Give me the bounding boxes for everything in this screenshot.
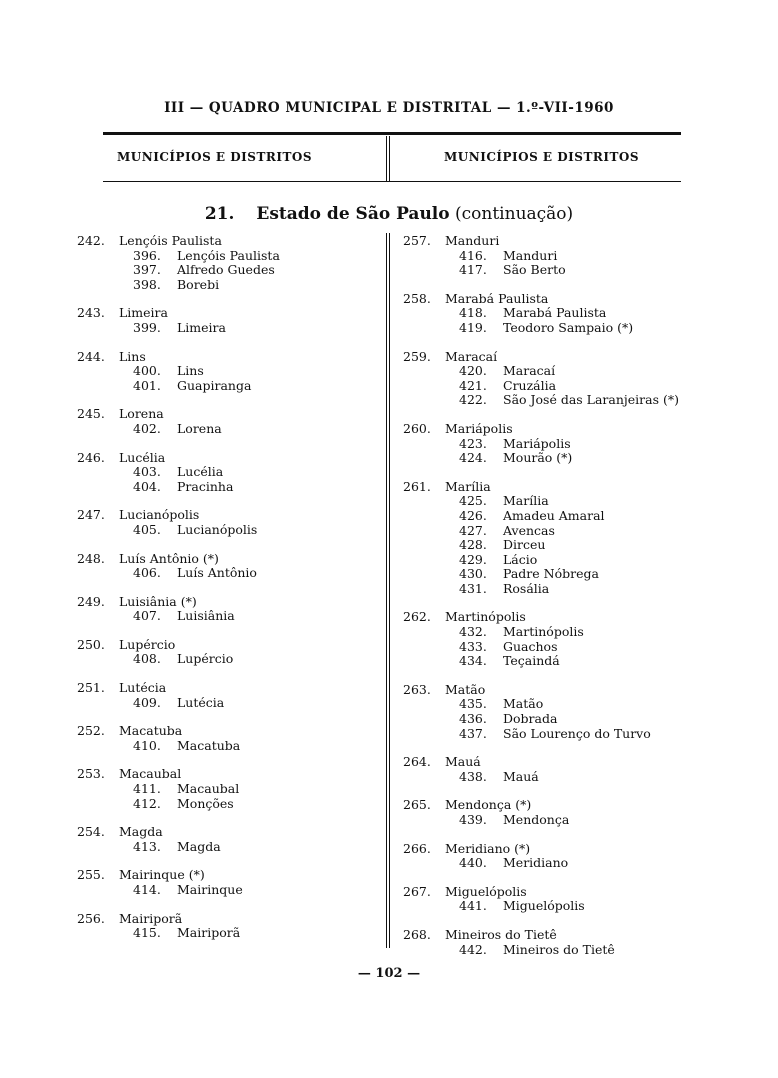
district-name: Limeira bbox=[177, 319, 226, 335]
district-name: Luís Antônio bbox=[177, 565, 257, 581]
district-line bbox=[77, 652, 377, 667]
district-number: 437. bbox=[459, 725, 487, 741]
municipality-entry bbox=[403, 683, 733, 741]
district-number: 422. bbox=[459, 392, 487, 408]
district-line bbox=[77, 321, 377, 336]
district-name: Avencas bbox=[503, 522, 555, 538]
municipality-entry bbox=[77, 638, 377, 667]
district-number: 421. bbox=[459, 377, 487, 393]
municipality-entry bbox=[403, 755, 733, 784]
municipality-entry bbox=[77, 868, 377, 897]
municipality-line bbox=[403, 610, 733, 625]
district-name: Macaubal bbox=[177, 781, 240, 797]
district-name: Mariápolis bbox=[503, 435, 571, 451]
district-name: Macatuba bbox=[177, 737, 241, 753]
municipality-name: Lençóis Paulista bbox=[119, 233, 222, 248]
municipality-line bbox=[77, 868, 377, 883]
municipality-line bbox=[77, 767, 377, 782]
district-number: 439. bbox=[459, 812, 487, 827]
district-name: Miguelópolis bbox=[503, 898, 585, 914]
district-line bbox=[77, 523, 377, 538]
section-number: 21. bbox=[204, 204, 235, 224]
district-line bbox=[403, 899, 733, 914]
district-number: 412. bbox=[133, 795, 161, 811]
district-name: Cruzália bbox=[503, 377, 557, 393]
page-header: III — QUADRO MUNICIPAL E DISTRITAL — 1.º-VII-1960 bbox=[164, 100, 614, 116]
municipality-line bbox=[77, 912, 377, 927]
district-name: Mourão (*) bbox=[503, 450, 573, 466]
municipality-name: Mauá bbox=[445, 754, 481, 770]
municipality-name: Luisiânia (*) bbox=[119, 593, 197, 609]
district-name: Pracinha bbox=[177, 478, 234, 494]
district-number: 398. bbox=[133, 276, 161, 292]
district-name: Marília bbox=[503, 493, 549, 509]
municipality-name: Matão bbox=[445, 681, 486, 697]
municipality-name: Mariápolis bbox=[445, 420, 513, 436]
district-number: 425. bbox=[459, 493, 487, 509]
district-line bbox=[403, 654, 733, 669]
municipality-entry bbox=[403, 842, 733, 871]
district-name: Teodoro Sampaio (*) bbox=[503, 319, 634, 335]
municipality-number: 255. bbox=[77, 867, 105, 883]
municipality-line bbox=[77, 681, 377, 696]
district-number: 405. bbox=[133, 521, 161, 537]
district-name: Lucélia bbox=[177, 464, 224, 480]
district-number: 418. bbox=[459, 305, 487, 321]
district-number: 420. bbox=[459, 363, 487, 379]
district-name: Mineiros do Tietê bbox=[503, 941, 615, 957]
district-line bbox=[403, 582, 733, 597]
district-line bbox=[77, 797, 377, 812]
district-name: Matão bbox=[503, 696, 544, 712]
district-number: 396. bbox=[133, 247, 161, 263]
section-name: Estado de São Paulo bbox=[256, 204, 450, 224]
district-name: Lucianópolis bbox=[177, 521, 258, 537]
district-line bbox=[77, 739, 377, 754]
district-line bbox=[77, 263, 377, 278]
municipality-line bbox=[403, 422, 733, 437]
municipality-name: Meridiano (*) bbox=[445, 840, 531, 856]
district-line bbox=[403, 640, 733, 655]
municipalities-left-column bbox=[77, 234, 377, 955]
section-title bbox=[0, 204, 778, 224]
column-divider-header bbox=[386, 136, 390, 182]
district-number: 424. bbox=[459, 450, 487, 466]
municipality-line bbox=[403, 842, 733, 857]
district-name: Borebi bbox=[177, 276, 220, 292]
district-number: 407. bbox=[133, 608, 161, 624]
municipality-entry bbox=[403, 350, 733, 408]
municipality-name: Lucianópolis bbox=[119, 507, 200, 523]
municipality-name: Marília bbox=[445, 478, 491, 494]
municipality-number: 246. bbox=[77, 449, 105, 465]
district-number: 442. bbox=[459, 941, 487, 957]
district-line bbox=[77, 379, 377, 394]
municipality-line bbox=[403, 798, 733, 813]
municipality-number: 264. bbox=[403, 754, 431, 770]
municipalities-right-column bbox=[403, 234, 733, 971]
municipality-number: 263. bbox=[403, 681, 431, 697]
district-name: Lençóis Paulista bbox=[177, 247, 280, 263]
district-line bbox=[77, 696, 377, 711]
municipality-number: 266. bbox=[403, 840, 431, 856]
district-number: 417. bbox=[459, 262, 487, 278]
municipality-name: Mairinque (*) bbox=[119, 867, 205, 883]
municipality-line bbox=[77, 724, 377, 739]
district-name: Teçaindá bbox=[503, 653, 560, 669]
municipality-number: 252. bbox=[77, 723, 105, 739]
district-name: São Lourenço do Turvo bbox=[503, 725, 651, 741]
district-number: 397. bbox=[133, 262, 161, 278]
district-name: Martinópolis bbox=[503, 624, 584, 640]
header-rule bbox=[103, 132, 681, 135]
municipality-line bbox=[77, 595, 377, 610]
district-name: Rosália bbox=[503, 580, 550, 596]
column-heading-right: MUNICÍPIOS E DISTRITOS bbox=[444, 150, 640, 164]
district-name: Marabá Paulista bbox=[503, 305, 607, 321]
district-number: 440. bbox=[459, 855, 487, 871]
municipality-name: Lorena bbox=[119, 406, 164, 422]
district-number: 431. bbox=[459, 580, 487, 596]
district-number: 400. bbox=[133, 363, 161, 379]
district-number: 419. bbox=[459, 319, 487, 335]
district-line bbox=[403, 509, 733, 524]
municipality-entry bbox=[77, 234, 377, 292]
municipality-entry bbox=[77, 508, 377, 537]
district-line bbox=[403, 321, 733, 336]
municipality-name: Luís Antônio (*) bbox=[119, 550, 219, 566]
district-name: Maracaí bbox=[503, 363, 556, 379]
municipality-name: Manduri bbox=[445, 233, 500, 248]
district-name: Meridiano bbox=[503, 855, 569, 871]
district-line bbox=[403, 451, 733, 466]
municipality-name: Lutécia bbox=[119, 680, 167, 696]
district-number: 435. bbox=[459, 696, 487, 712]
municipality-name: Limeira bbox=[119, 305, 168, 321]
district-number: 413. bbox=[133, 838, 161, 854]
municipality-line bbox=[403, 350, 733, 365]
district-number: 401. bbox=[133, 377, 161, 393]
municipality-line bbox=[77, 638, 377, 653]
municipality-number: 260. bbox=[403, 420, 431, 436]
district-line bbox=[403, 770, 733, 785]
district-name: Guapiranga bbox=[177, 377, 252, 393]
municipality-line bbox=[77, 234, 377, 249]
municipality-name: Macaubal bbox=[119, 766, 182, 782]
page-number: — 102 — bbox=[357, 966, 421, 981]
municipality-line bbox=[77, 825, 377, 840]
district-line bbox=[403, 437, 733, 452]
municipality-number: 245. bbox=[77, 406, 105, 422]
district-line bbox=[403, 263, 733, 278]
municipality-entry bbox=[403, 885, 733, 914]
municipality-name: Lupércio bbox=[119, 636, 176, 652]
district-name: Mendonça bbox=[503, 812, 570, 827]
district-line bbox=[403, 306, 733, 321]
municipality-entry bbox=[77, 767, 377, 811]
municipality-line bbox=[403, 292, 733, 307]
municipality-line bbox=[77, 350, 377, 365]
district-line bbox=[77, 609, 377, 624]
district-number: 414. bbox=[133, 882, 161, 897]
municipality-entry bbox=[77, 552, 377, 581]
district-name: Dirceu bbox=[503, 537, 546, 553]
municipality-line bbox=[403, 885, 733, 900]
municipality-number: 256. bbox=[77, 910, 105, 926]
municipality-entry bbox=[403, 234, 733, 278]
district-name: Mauá bbox=[503, 768, 539, 784]
municipality-entry bbox=[403, 798, 733, 827]
district-number: 433. bbox=[459, 638, 487, 654]
municipality-line bbox=[403, 683, 733, 698]
district-name: Magda bbox=[177, 838, 221, 854]
municipality-entry bbox=[77, 350, 377, 394]
district-line bbox=[403, 524, 733, 539]
municipality-entry bbox=[77, 724, 377, 753]
municipality-name: Mineiros do Tietê bbox=[445, 926, 557, 942]
municipality-number: 248. bbox=[77, 550, 105, 566]
municipality-line bbox=[77, 451, 377, 466]
municipality-entry bbox=[77, 681, 377, 710]
district-line bbox=[403, 727, 733, 742]
municipality-number: 250. bbox=[77, 636, 105, 652]
municipality-line bbox=[77, 552, 377, 567]
municipality-name: Lucélia bbox=[119, 449, 166, 465]
district-name: São Berto bbox=[503, 262, 566, 278]
district-name: Dobrada bbox=[503, 711, 558, 727]
municipality-name: Magda bbox=[119, 824, 163, 840]
municipality-line bbox=[403, 755, 733, 770]
district-name: Amadeu Amaral bbox=[503, 507, 605, 523]
municipality-entry bbox=[77, 407, 377, 436]
municipality-entry bbox=[77, 912, 377, 941]
municipality-number: 249. bbox=[77, 593, 105, 609]
municipality-entry bbox=[403, 292, 733, 336]
municipality-number: 247. bbox=[77, 507, 105, 523]
district-number: 427. bbox=[459, 522, 487, 538]
district-number: 430. bbox=[459, 566, 487, 582]
municipality-number: 243. bbox=[77, 305, 105, 321]
district-number: 409. bbox=[133, 694, 161, 710]
municipality-entry bbox=[77, 306, 377, 335]
district-line bbox=[77, 465, 377, 480]
district-name: Lupércio bbox=[177, 651, 234, 667]
district-line bbox=[403, 553, 733, 568]
district-line bbox=[77, 883, 377, 898]
district-number: 436. bbox=[459, 711, 487, 727]
municipality-name: Mendonça (*) bbox=[445, 797, 532, 813]
district-line bbox=[403, 494, 733, 509]
district-number: 411. bbox=[133, 781, 161, 797]
municipality-number: 259. bbox=[403, 348, 431, 364]
district-line bbox=[403, 625, 733, 640]
district-number: 428. bbox=[459, 537, 487, 553]
district-number: 423. bbox=[459, 435, 487, 451]
municipality-name: Marabá Paulista bbox=[445, 290, 549, 306]
district-number: 438. bbox=[459, 768, 487, 784]
municipality-name: Mairiporã bbox=[119, 910, 183, 926]
column-divider bbox=[386, 233, 390, 948]
municipality-number: 265. bbox=[403, 797, 431, 813]
district-line bbox=[403, 712, 733, 727]
municipality-line bbox=[77, 407, 377, 422]
district-line bbox=[77, 566, 377, 581]
district-line bbox=[403, 538, 733, 553]
district-line bbox=[403, 856, 733, 871]
district-number: 434. bbox=[459, 653, 487, 669]
district-number: 429. bbox=[459, 551, 487, 567]
municipality-entry bbox=[403, 610, 733, 668]
district-name: Monções bbox=[177, 795, 234, 811]
municipality-name: Maracaí bbox=[445, 348, 498, 364]
municipality-entry bbox=[403, 480, 733, 597]
district-line bbox=[77, 422, 377, 437]
district-number: 410. bbox=[133, 737, 161, 753]
district-name: Guachos bbox=[503, 638, 558, 654]
municipality-name: Lins bbox=[119, 348, 146, 364]
district-line bbox=[403, 249, 733, 264]
district-line bbox=[403, 567, 733, 582]
municipality-name: Martinópolis bbox=[445, 609, 526, 625]
district-name: Lácio bbox=[503, 551, 538, 567]
municipality-entry bbox=[77, 825, 377, 854]
municipality-line bbox=[403, 234, 733, 249]
municipality-number: 254. bbox=[77, 824, 105, 840]
district-name: Lorena bbox=[177, 420, 222, 436]
district-line bbox=[403, 364, 733, 379]
municipality-line bbox=[403, 928, 733, 943]
municipality-number: 257. bbox=[403, 233, 431, 248]
municipality-number: 253. bbox=[77, 766, 105, 782]
district-line bbox=[77, 364, 377, 379]
district-line bbox=[77, 480, 377, 495]
district-number: 406. bbox=[133, 565, 161, 581]
municipality-entry bbox=[77, 595, 377, 624]
district-name: Mairinque bbox=[177, 882, 243, 897]
district-number: 399. bbox=[133, 319, 161, 335]
municipality-number: 258. bbox=[403, 290, 431, 306]
municipality-number: 244. bbox=[77, 348, 105, 364]
district-name: Mairiporã bbox=[177, 925, 241, 941]
district-line bbox=[77, 840, 377, 855]
municipality-entry bbox=[403, 422, 733, 466]
municipality-number: 267. bbox=[403, 883, 431, 899]
municipality-name: Miguelópolis bbox=[445, 883, 527, 899]
district-number: 415. bbox=[133, 925, 161, 941]
municipality-line bbox=[403, 480, 733, 495]
municipality-number: 261. bbox=[403, 478, 431, 494]
district-line bbox=[403, 943, 733, 958]
district-name: Luisiânia bbox=[177, 608, 235, 624]
column-heading-left: MUNICÍPIOS E DISTRITOS bbox=[117, 150, 313, 164]
municipality-name: Macatuba bbox=[119, 723, 183, 739]
district-number: 403. bbox=[133, 464, 161, 480]
district-number: 402. bbox=[133, 420, 161, 436]
municipality-number: 262. bbox=[403, 609, 431, 625]
district-line bbox=[403, 393, 733, 408]
district-line bbox=[77, 249, 377, 264]
municipality-entry bbox=[403, 928, 733, 957]
district-number: 441. bbox=[459, 898, 487, 914]
district-name: Alfredo Guedes bbox=[177, 262, 275, 278]
district-number: 408. bbox=[133, 651, 161, 667]
district-name: Manduri bbox=[503, 247, 558, 263]
district-number: 404. bbox=[133, 478, 161, 494]
district-line bbox=[77, 926, 377, 941]
municipality-entry bbox=[77, 451, 377, 495]
municipality-number: 251. bbox=[77, 680, 105, 696]
district-number: 432. bbox=[459, 624, 487, 640]
district-line bbox=[77, 782, 377, 797]
district-line bbox=[403, 697, 733, 712]
district-line bbox=[403, 379, 733, 394]
section-suffix: (continuação) bbox=[455, 204, 574, 224]
municipality-number: 268. bbox=[403, 926, 431, 942]
district-name: São José das Laranjeiras (*) bbox=[503, 392, 680, 408]
district-name: Lutécia bbox=[177, 694, 225, 710]
district-number: 416. bbox=[459, 247, 487, 263]
heading-rule bbox=[103, 181, 681, 182]
municipality-line bbox=[77, 508, 377, 523]
district-line bbox=[403, 813, 733, 828]
district-name: Lins bbox=[177, 363, 204, 379]
municipality-line bbox=[77, 306, 377, 321]
district-line bbox=[77, 278, 377, 293]
district-name: Padre Nóbrega bbox=[503, 566, 599, 582]
district-number: 426. bbox=[459, 507, 487, 523]
municipality-number: 242. bbox=[77, 233, 105, 248]
